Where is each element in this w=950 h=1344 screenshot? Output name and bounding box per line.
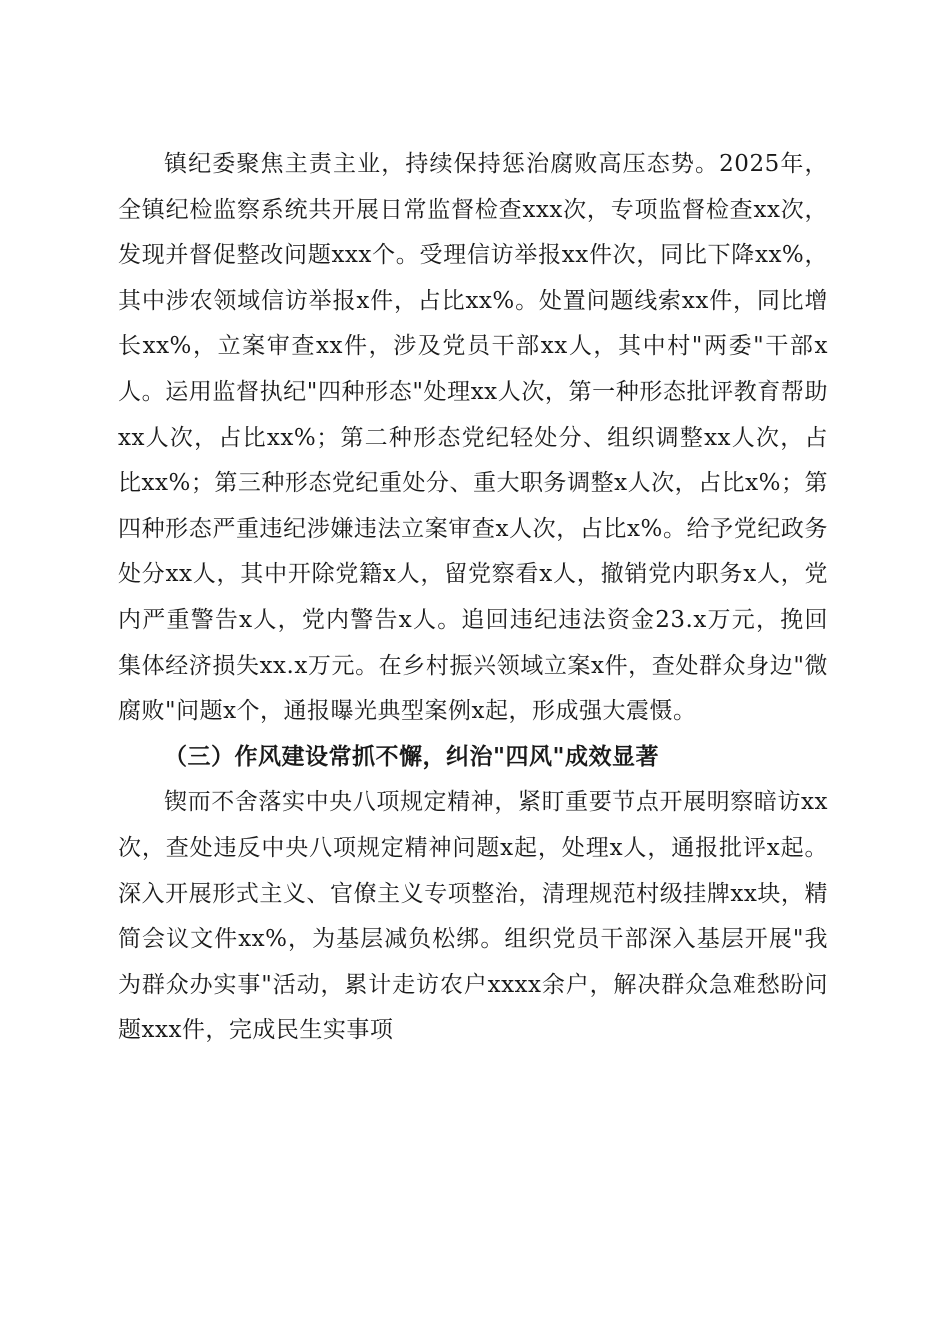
- document-body: [118, 142, 828, 1054]
- paragraph-discipline-enforcement: 镇纪委聚焦主责主业，持续保持惩治腐败高压态势。2025年，全镇纪检监察系统共开展日常监督检查xxx次，专项监督检查xx次，发现并督促整改问题xxx个。受理信访举报xx件次，同比下降xx%，其中涉农领域信访举报x件，占比xx%。处置问题线索xx件，同比增长xx%，立案审查xx件，涉及党员干部xx人，其中村"两委"干部x人。运用监督执纪"四种形态"处理xx人次，第一种形态批评教育帮助xx人次，占比xx%；第二种形态党纪轻处分、组织调整xx人次，占比xx%；第三种形态党纪重处分、重大职务调整x人次，占比x%；第四种形态严重违纪涉嫌违法立案审查x人次，占比x%。给予党纪政务处分xx人，其中开除党籍x人，留党察看x人，撤销党内职务x人，党内严重警告x人，党内警告x人。追回违纪违法资金23.x万元，挽回集体经济损失xx.x万元。在乡村振兴领域立案x件，查处群众身边"微腐败"问题x个，通报曝光典型案例x起，形成强大震慑。: [118, 151, 828, 725]
- section-heading-work-style: （三）作风建设常抓不懈，纠治"四风"成效显著: [164, 743, 659, 770]
- paragraph-work-style: 锲而不舍落实中央八项规定精神，紧盯重要节点开展明察暗访xx次，查处违反中央八项规定精神问题x起，处理x人，通报批评x起。深入开展形式主义、官僚主义专项整治，清理规范村级挂牌xx块，精简会议文件xx%，为基层减负松绑。组织党员干部深入基层开展"我为群众办实事"活动，累计走访农户xxxx余户，解决群众急难愁盼问题xxx件，完成民生实事项: [118, 789, 828, 1044]
